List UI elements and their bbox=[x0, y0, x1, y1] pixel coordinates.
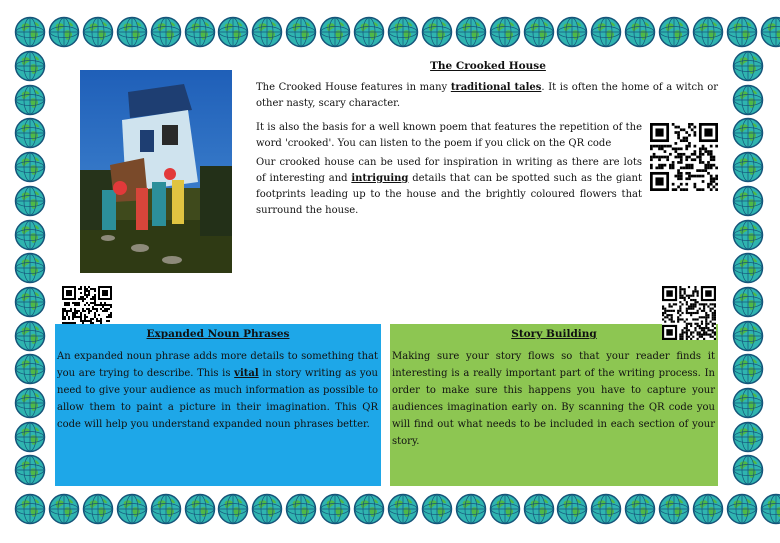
globe-icon bbox=[658, 16, 690, 48]
globe-icon bbox=[14, 493, 46, 525]
globe-icon bbox=[14, 421, 46, 453]
globe-icon bbox=[760, 16, 780, 48]
globe-icon bbox=[732, 320, 764, 352]
globe-icon bbox=[760, 493, 780, 525]
globe-icon bbox=[48, 493, 80, 525]
globe-icon bbox=[217, 493, 249, 525]
globe-icon bbox=[251, 16, 283, 48]
story-building-heading: Story Building bbox=[511, 328, 597, 340]
globe-icon bbox=[14, 151, 46, 183]
globe-icon bbox=[14, 84, 46, 116]
globe-icon bbox=[285, 16, 317, 48]
globe-icon bbox=[217, 16, 249, 48]
noun-phrases-panel bbox=[55, 324, 381, 486]
inspiration-paragraph: Our crooked house can be used for inspiration in writing as there are lots of interesting and intriguing details that can be spotted such as the giant footprints leading up to the house and the brightly coloured flowers that surround the house. bbox=[256, 157, 643, 216]
globe-icon bbox=[658, 493, 690, 525]
globe-icon bbox=[732, 219, 764, 251]
page-title: The Crooked House bbox=[430, 60, 546, 72]
globe-icon bbox=[489, 16, 521, 48]
noun-phrases-heading: Expanded Noun Phrases bbox=[146, 328, 290, 340]
globe-icon bbox=[14, 117, 46, 149]
globe-icon bbox=[556, 493, 588, 525]
globe-icon bbox=[387, 16, 419, 48]
globe-icon bbox=[353, 16, 385, 48]
story-building-panel bbox=[390, 324, 718, 486]
qr-code-poem[interactable] bbox=[650, 123, 718, 191]
globe-icon bbox=[732, 151, 764, 183]
crooked-house-photo bbox=[80, 70, 232, 273]
globe-icon bbox=[184, 16, 216, 48]
globe-icon bbox=[14, 50, 46, 82]
globe-icon bbox=[82, 16, 114, 48]
globe-icon bbox=[150, 16, 182, 48]
globe-icon bbox=[732, 353, 764, 385]
globe-icon bbox=[184, 493, 216, 525]
intro-paragraph: The Crooked House features in many traditional tales. It is often the home of a witch or other nasty, scary character. bbox=[256, 82, 719, 109]
globe-icon bbox=[590, 16, 622, 48]
bold-term: intriguing bbox=[351, 173, 409, 184]
globe-icon bbox=[251, 493, 283, 525]
globe-icon bbox=[732, 117, 764, 149]
globe-icon bbox=[732, 252, 764, 284]
globe-icon bbox=[116, 16, 148, 48]
globe-icon bbox=[285, 493, 317, 525]
globe-icon bbox=[692, 16, 724, 48]
globe-icon bbox=[14, 286, 46, 318]
globe-icon bbox=[732, 286, 764, 318]
globe-icon bbox=[421, 493, 453, 525]
globe-icon bbox=[14, 387, 46, 419]
globe-icon bbox=[82, 493, 114, 525]
globe-icon bbox=[387, 493, 419, 525]
globe-icon bbox=[489, 493, 521, 525]
globe-icon bbox=[150, 493, 182, 525]
qr-code-story[interactable] bbox=[662, 286, 716, 340]
globe-icon bbox=[14, 320, 46, 352]
globe-icon bbox=[14, 219, 46, 251]
globe-icon bbox=[14, 353, 46, 385]
story-building-text: Making sure your story flows so that your reader finds it interesting is a really important part of the writing process. In order to make sure this happens you have to capture your audiences imagination early on. By scanning the QR code you will find out what needs to be included in each section of your story. bbox=[392, 351, 715, 447]
globe-icon bbox=[556, 16, 588, 48]
globe-icon bbox=[421, 16, 453, 48]
globe-icon bbox=[14, 252, 46, 284]
globe-icon bbox=[732, 421, 764, 453]
globe-icon bbox=[726, 493, 758, 525]
globe-icon bbox=[455, 16, 487, 48]
globe-icon bbox=[14, 16, 46, 48]
poem-paragraph: It is also the basis for a well known poem that features the repetition of the word 'crooked'. You can listen to the poem if you click on the QR code bbox=[256, 122, 642, 149]
bold-term: vital bbox=[234, 368, 259, 379]
globe-icon bbox=[319, 493, 351, 525]
globe-icon bbox=[48, 16, 80, 48]
bold-term: traditional tales bbox=[450, 82, 542, 93]
globe-icon bbox=[726, 16, 758, 48]
globe-icon bbox=[732, 50, 764, 82]
globe-icon bbox=[732, 387, 764, 419]
globe-icon bbox=[624, 16, 656, 48]
globe-icon bbox=[732, 454, 764, 486]
globe-icon bbox=[116, 493, 148, 525]
globe-icon bbox=[319, 16, 351, 48]
noun-phrases-text: An expanded noun phrase adds more details to something that you are trying to describe. This is vital in story writing as you need to give your audience as much information as possible to allow them to paint a picture in their imagination. This QR code will help you understand expanded noun phrases better. bbox=[57, 351, 378, 430]
globe-icon bbox=[523, 16, 555, 48]
globe-icon bbox=[732, 185, 764, 217]
globe-icon bbox=[455, 493, 487, 525]
globe-icon bbox=[353, 493, 385, 525]
globe-icon bbox=[624, 493, 656, 525]
globe-icon bbox=[732, 84, 764, 116]
globe-icon bbox=[692, 493, 724, 525]
globe-icon bbox=[523, 493, 555, 525]
globe-icon bbox=[14, 185, 46, 217]
globe-icon bbox=[14, 454, 46, 486]
globe-icon bbox=[590, 493, 622, 525]
